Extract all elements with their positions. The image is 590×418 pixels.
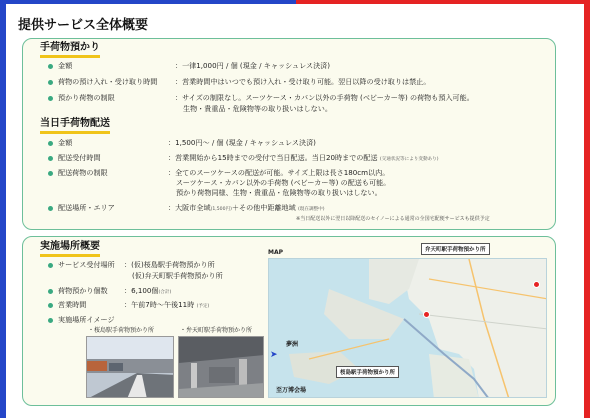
- bentencho-pin: [533, 281, 540, 288]
- photo1-caption: ・桜島駅手荷物預かり所: [88, 327, 155, 334]
- sd-limit-value3: 預かり荷物同様、生物・貴重品・危険物等の取り扱いはしない。: [176, 188, 382, 197]
- bullet: [48, 80, 53, 85]
- hl-limit-label: 預かり荷物の制限: [58, 93, 115, 102]
- hl-limit-value: ：サイズの制限なし。スーツケース・カバン以外の手荷物 (ベビーカー等) の荷物も預入可能。: [175, 93, 474, 102]
- bullet: [48, 96, 53, 101]
- bentencho-photo: [178, 336, 264, 398]
- hl-time-label: 荷物の預け入れ・受け取り時間: [58, 77, 158, 86]
- sd-price-label: 金額: [58, 138, 73, 147]
- bullet: [48, 263, 53, 268]
- sd-price-value: ：1,500円～ / 個 (現金 / キャッシュレス決済): [168, 138, 316, 147]
- bullet: [48, 141, 53, 146]
- map-title: MAP: [268, 249, 284, 256]
- bullet: [48, 206, 53, 211]
- hl-time-value: ：営業時間中はいつでも預け入れ・受け取り可能。翌日以降の受け取りは禁止。: [175, 77, 431, 86]
- top-border-red: [296, 0, 590, 4]
- bullet: [48, 156, 53, 161]
- sd-limit-value: ：全てのスーツケースの配送が可能。サイズ上限は長さ180cm以内。: [168, 168, 390, 177]
- sd-area-value: ：大阪市全域(1,500円)＋その他中距離地域 (現在調整中): [168, 203, 325, 212]
- hl-limit-value2: 生物・貴重品・危険物等の取り扱いはしない。: [183, 104, 332, 113]
- bullet: [48, 64, 53, 69]
- expo-label: 至万博会場: [276, 387, 307, 394]
- yumeshima-label: 夢洲: [286, 341, 299, 348]
- same-day-note: ※当日配送以外に翌日以降配送のセイノーによる通常の全国宅配便サービスも提供予定: [296, 216, 490, 222]
- loc-hours-label: 営業時間: [58, 300, 87, 309]
- loc-place-value2: (仮)弁天町駅手荷物預かり所: [132, 271, 223, 280]
- bullet: [48, 171, 53, 176]
- hl-price-label: 金額: [58, 61, 73, 70]
- loc-image-label: 実施場所イメージ: [58, 315, 115, 324]
- loc-hours-value: ：午前7時～午後11時 (予定): [124, 300, 210, 309]
- sd-time-value: ：営業開始から15時までの受付で当日配送。当日20時までの配送 (交通状況等により変動あり): [168, 153, 439, 162]
- bentencho-map-label: 弁天町駅手荷物預かり所: [421, 243, 490, 255]
- bullet: [48, 303, 53, 308]
- sd-time-label: 配送受付時間: [58, 153, 101, 162]
- sakurajima-photo: [86, 336, 174, 398]
- bullet: [48, 289, 53, 294]
- locations-heading: 実施場所概要: [40, 241, 100, 257]
- photo2-caption: ・弁天町駅手荷物預かり所: [180, 327, 253, 334]
- left-border: [0, 4, 6, 418]
- loc-count-value: ：6,100個(合計): [124, 286, 172, 295]
- loc-place-value: ：(仮)桜島駅手荷物預かり所: [124, 260, 215, 269]
- same-day-heading: 当日手荷物配送: [40, 118, 110, 134]
- page-title: 提供サービス全体概要: [18, 18, 149, 33]
- bullet: [48, 318, 53, 323]
- loc-place-label: サービス受付場所: [58, 260, 115, 269]
- loc-count-label: 荷物預かり個数: [58, 286, 108, 295]
- top-border-blue: [0, 0, 296, 4]
- sakurajima-map-label: 桜島駅手荷物預かり所: [336, 366, 399, 378]
- area-map: [268, 258, 547, 398]
- right-border: [584, 4, 590, 418]
- arrow-icon: ➤: [270, 350, 278, 360]
- sd-limit-label: 配送荷物の制限: [58, 168, 108, 177]
- hand-luggage-heading: 手荷物預かり: [40, 42, 100, 58]
- sd-limit-value2: スーツケース・カバン以外の手荷物 (ベビーカー等) の配送も可能。: [176, 178, 391, 187]
- sakurajima-pin: [423, 311, 430, 318]
- sd-area-label: 配送場所・エリア: [58, 203, 115, 212]
- hl-price-value: ：一律1,000円 / 個 (現金 / キャッシュレス決済): [175, 61, 331, 70]
